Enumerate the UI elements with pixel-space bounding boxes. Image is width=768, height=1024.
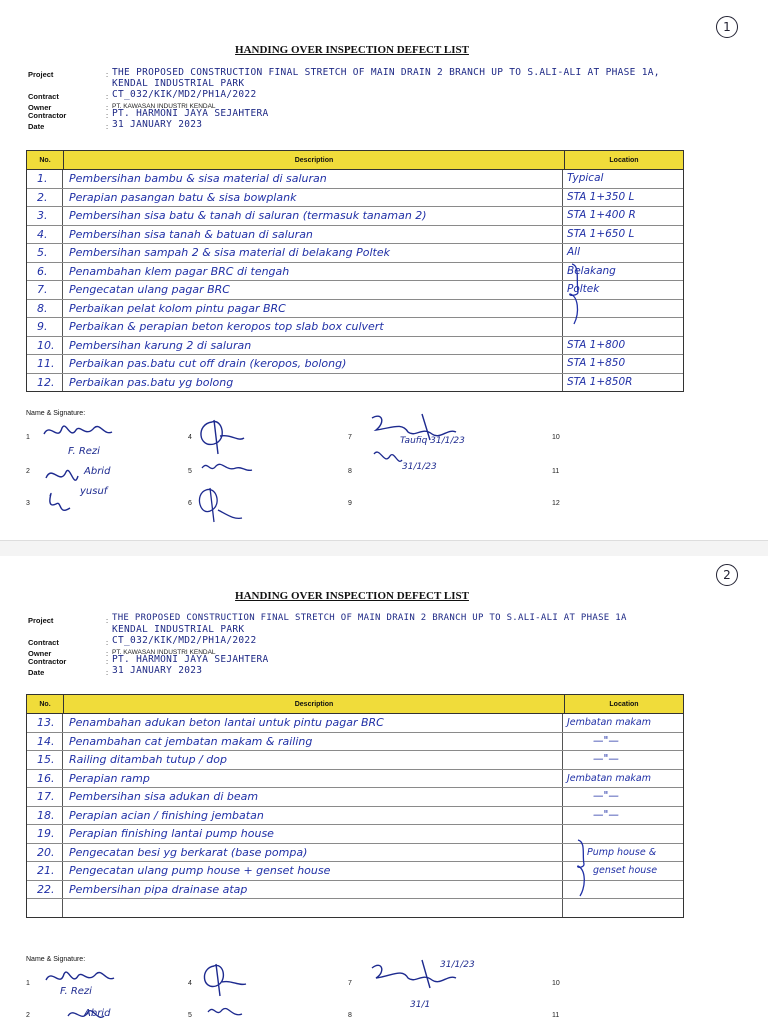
row-location: —"— <box>593 790 619 802</box>
table-row <box>27 170 683 189</box>
table-row <box>27 714 683 733</box>
document-title: HANDING OVER INSPECTION DEFECT LIST <box>235 590 469 602</box>
signature-slot-number: 2 <box>26 1012 30 1019</box>
signature-name: F. Rezi <box>68 446 100 457</box>
signature-name: Taufiq 31/1/23 <box>400 436 465 446</box>
signature-slot-number: 3 <box>26 500 30 507</box>
date-label: Date <box>28 668 45 677</box>
signature-scribble-icon <box>198 960 268 1024</box>
signature-slot-number: 1 <box>26 434 30 441</box>
owner-label: Owner <box>28 103 52 112</box>
row-description: Perbaikan pelat kolom pintu pagar BRC <box>63 300 563 318</box>
project-info-block: Project : THE PROPOSED CONSTRUCTION FINAL STRETCH OF MAIN DRAIN 2 BRANCH UP TO S.ALI-ALI AT PHASE 1A KENDAL INDUSTRIAL PARK Contract : CT_032/KIK/MD2/PH1A/2022 Owner : PT. KAWASAN INDUSTRI KENDAL Contractor : PT. HARMONI JAYA SEJAHTERA Date : 31 JANUARY 2023 <box>28 613 627 677</box>
owner-value: PT. KAWASAN INDUSTRI KENDAL <box>112 649 216 656</box>
signature-slot-number: 9 <box>348 500 352 507</box>
signature-name: 31/1/23 <box>440 960 475 970</box>
row-location: Belakang <box>567 264 616 277</box>
location-bracket-icon <box>566 262 586 326</box>
table-row <box>27 770 683 789</box>
row-location: STA 1+400 R <box>567 209 636 221</box>
table-row <box>27 189 683 208</box>
signature-slot-number: 12 <box>552 500 560 507</box>
row-location: Poltek <box>567 283 600 295</box>
signature-name: 31/1/23 <box>402 462 437 472</box>
signature-name: yusuf <box>80 486 108 497</box>
date-value: 31 JANUARY 2023 <box>112 665 203 676</box>
row-location: STA 1+350 L <box>567 190 635 203</box>
signature-scribble-icon <box>192 414 262 534</box>
row-description: Penambahan adukan beton lantai untuk pintu pagar BRC <box>63 714 563 732</box>
row-no: 12. <box>27 374 63 392</box>
signature-slot-number: 11 <box>552 1012 560 1019</box>
signature-slot-number: 7 <box>348 980 352 987</box>
row-location: —"— <box>593 808 619 821</box>
row-description: Pengecatan besi yg berkarat (base pompa) <box>63 844 563 862</box>
project-label: Project <box>28 70 54 79</box>
row-no: 21. <box>27 862 63 880</box>
contractor-value: PT. HARMONI JAYA SEJAHTERA <box>112 654 269 665</box>
signature-slot-number: 5 <box>188 468 192 475</box>
table-header <box>27 695 683 714</box>
signature-name: Abrid <box>84 466 111 477</box>
row-no: 4. <box>27 226 63 244</box>
row-description: Perapian acian / finishing jembatan <box>63 807 563 825</box>
row-no: 9. <box>27 318 63 336</box>
row-location: All <box>567 246 581 258</box>
signature-section-title: Name & Signature: <box>26 410 86 417</box>
owner-value: PT. KAWASAN INDUSTRI KENDAL <box>112 103 216 110</box>
row-description: Perbaikan pas.batu yg bolong <box>63 374 563 392</box>
contract-value: CT_032/KIK/MD2/PH1A/2022 <box>112 635 257 646</box>
project-value-line2: KENDAL INDUSTRIAL PARK <box>112 78 245 89</box>
date-value: 31 JANUARY 2023 <box>112 119 203 130</box>
row-description: Pembersihan sampah 2 & sisa material di belakang Poltek <box>63 244 563 262</box>
header-description: Description <box>64 695 565 713</box>
row-description: Pembersihan pipa drainase atap <box>63 881 563 899</box>
row-no: 16. <box>27 770 63 788</box>
row-no: 14. <box>27 733 63 751</box>
header-no: No. <box>27 151 64 169</box>
row-no: 18. <box>27 807 63 825</box>
signature-slot-number: 6 <box>188 500 192 507</box>
row-no: 1. <box>27 170 63 188</box>
project-info-block: Project : THE PROPOSED CONSTRUCTION FINAL STRETCH OF MAIN DRAIN 2 BRANCH UP TO S.ALI-ALI AT PHASE 1A, KENDAL INDUSTRIAL PARK Contract : CT_032/KIK/MD2/PH1A/2022 Owner : PT. KAWASAN INDUSTRI KENDAL Contractor : PT. HARMONI JAYA SEJAHTERA Date : 31 JANUARY 2023 <box>28 67 660 131</box>
row-description: Pembersihan sisa adukan di beam <box>63 788 563 806</box>
signature-slot-number: 1 <box>26 980 30 987</box>
row-location: Pump house & <box>587 846 657 858</box>
row-location: STA 1+800 <box>567 338 626 351</box>
table-row <box>27 244 683 263</box>
table-row <box>27 355 683 374</box>
table-row <box>27 207 683 226</box>
row-description: Penambahan cat jembatan makam & railing <box>63 733 563 751</box>
row-location: Jembatan makam <box>567 772 651 784</box>
table-row <box>27 733 683 752</box>
row-no: 11. <box>27 355 63 373</box>
project-value: THE PROPOSED CONSTRUCTION FINAL STRETCH OF MAIN DRAIN 2 BRANCH UP TO S.ALI-ALI AT PHASE 1A <box>112 613 627 623</box>
contract-value: CT_032/KIK/MD2/PH1A/2022 <box>112 89 257 100</box>
row-no <box>27 899 63 917</box>
table-row <box>27 899 683 917</box>
project-value-line2: KENDAL INDUSTRIAL PARK <box>112 624 245 635</box>
signature-slot-number: 4 <box>188 434 192 441</box>
signature-slot-number: 2 <box>26 468 30 475</box>
table-row <box>27 751 683 770</box>
table-row <box>27 374 683 392</box>
project-value: THE PROPOSED CONSTRUCTION FINAL STRETCH OF MAIN DRAIN 2 BRANCH UP TO S.ALI-ALI AT PHASE 1A, <box>112 67 660 78</box>
row-no: 7. <box>27 281 63 299</box>
signature-slot-number: 7 <box>348 434 352 441</box>
signature-slot-number: 8 <box>348 1012 352 1019</box>
owner-label: Owner <box>28 649 52 658</box>
row-description: Perbaikan & perapian beton keropos top slab box culvert <box>63 318 563 336</box>
table-row <box>27 337 683 356</box>
date-label: Date <box>28 122 45 131</box>
row-description: Penambahan klem pagar BRC di tengah <box>63 263 563 281</box>
page-number-badge: 2 <box>716 564 738 586</box>
signature-slot-number: 5 <box>188 1012 192 1019</box>
row-no: 8. <box>27 300 63 318</box>
table-row <box>27 807 683 826</box>
signature-name: 31/1 <box>410 1000 431 1010</box>
table-row <box>27 226 683 245</box>
row-description: Pembersihan sisa tanah & batuan di saluran <box>63 226 563 244</box>
header-no: No. <box>27 695 64 713</box>
signature-name: F. Rezi <box>60 986 92 997</box>
location-bracket-icon <box>574 838 590 898</box>
project-label: Project <box>28 616 54 625</box>
page-number-badge: 1 <box>716 16 738 38</box>
row-description: Railing ditambah tutup / dop <box>63 751 563 769</box>
row-location: STA 1+850R <box>567 375 633 388</box>
row-no: 3. <box>27 207 63 225</box>
signature-slot-number: 10 <box>552 980 560 987</box>
row-no: 15. <box>27 751 63 769</box>
contractor-value: PT. HARMONI JAYA SEJAHTERA <box>112 108 269 119</box>
document-title: HANDING OVER INSPECTION DEFECT LIST <box>235 44 469 56</box>
signature-section-title: Name & Signature: <box>26 956 86 963</box>
signature-slot-number: 11 <box>552 468 560 475</box>
row-description: Perapian pasangan batu & sisa bowplank <box>63 189 563 207</box>
row-no: 19. <box>27 825 63 843</box>
row-description: Pengecatan ulang pagar BRC <box>63 281 563 299</box>
row-no: 22. <box>27 881 63 899</box>
contractor-label: Contractor <box>28 657 67 666</box>
contractor-label: Contractor <box>28 111 67 120</box>
table-header <box>27 151 683 170</box>
row-location: Typical <box>567 172 604 184</box>
header-location: Location <box>609 700 639 708</box>
row-description: Pembersihan karung 2 di saluran <box>63 337 563 355</box>
table-row <box>27 788 683 807</box>
signature-slot-number: 10 <box>552 434 560 441</box>
row-no: 10. <box>27 337 63 355</box>
signature-name: Abrid <box>84 1008 111 1019</box>
signature-slot-number: 8 <box>348 468 352 475</box>
row-no: 6. <box>27 263 63 281</box>
contract-label: Contract <box>28 92 59 101</box>
header-location: Location <box>609 156 639 164</box>
row-no: 2. <box>27 189 63 207</box>
row-no: 5. <box>27 244 63 262</box>
row-no: 20. <box>27 844 63 862</box>
row-description <box>63 899 563 917</box>
row-description: Perapian ramp <box>63 770 563 788</box>
row-location: —"— <box>593 753 619 765</box>
row-description: Perapian finishing lantai pump house <box>63 825 563 843</box>
row-location: Jembatan makam <box>567 717 651 728</box>
row-location <box>563 899 681 917</box>
row-description: Pembersihan bambu & sisa material di saluran <box>63 170 563 188</box>
row-location: —"— <box>593 734 619 747</box>
row-description: Perbaikan pas.batu cut off drain (keropos, bolong) <box>63 355 563 373</box>
header-description: Description <box>64 151 565 169</box>
contract-label: Contract <box>28 638 59 647</box>
row-no: 13. <box>27 714 63 732</box>
row-location: STA 1+850 <box>567 357 626 369</box>
row-no: 17. <box>27 788 63 806</box>
row-location: genset house <box>593 865 658 876</box>
row-description: Pembersihan sisa batu & tanah di saluran (termasuk tanaman 2) <box>63 207 563 225</box>
row-location: STA 1+650 L <box>567 227 635 240</box>
inspection-sheet-2 <box>0 556 768 1024</box>
row-description: Pengecatan ulang pump house + genset house <box>63 862 563 880</box>
signature-slot-number: 4 <box>188 980 192 987</box>
